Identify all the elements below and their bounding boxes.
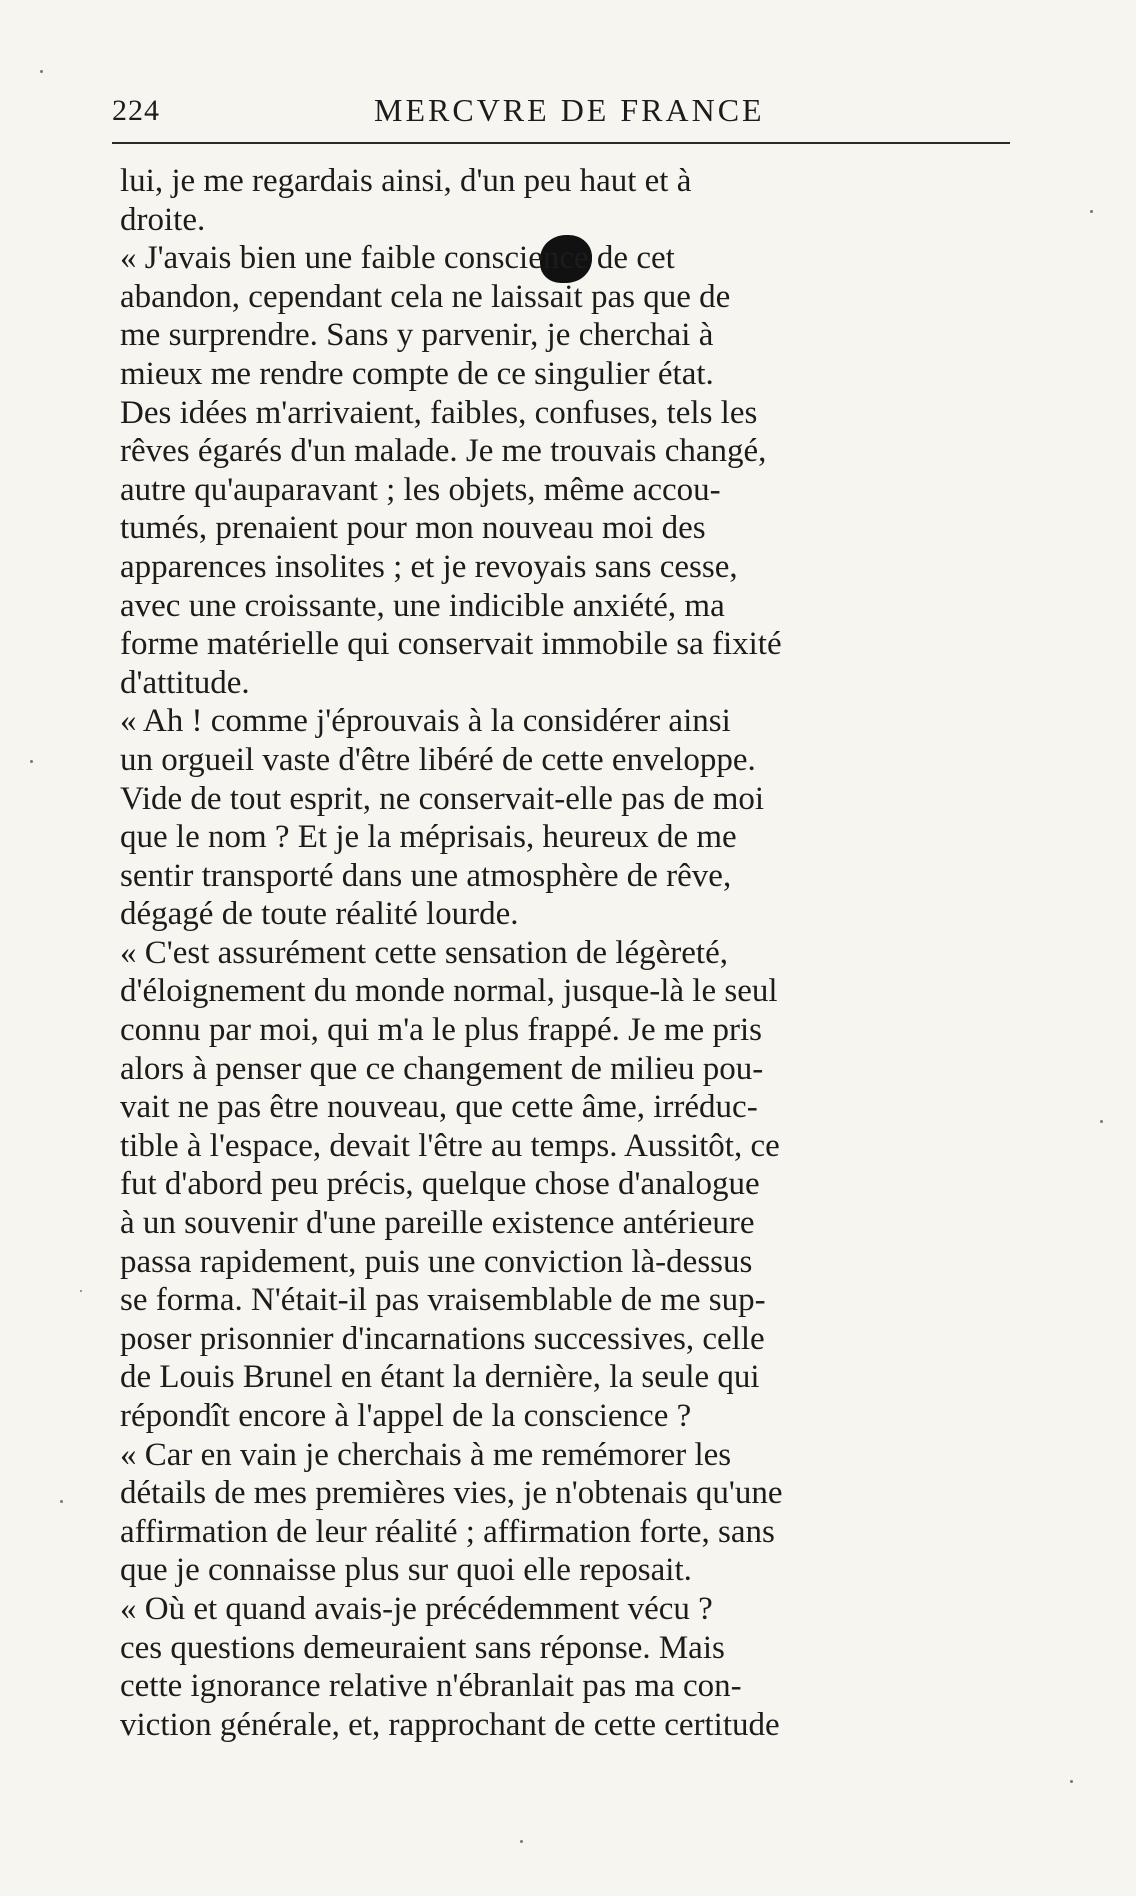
scan-speck — [40, 70, 43, 73]
text-line: avec une croissante, une indicible anxiété, ma — [120, 587, 725, 624]
journal-title: MERCVRE DE FRANCE — [374, 92, 765, 128]
text-line: rêves égarés d'un malade. Je me trouvais changé, — [120, 433, 767, 470]
text-line: vait ne pas être nouveau, que cette âme, irréduc- — [120, 1089, 758, 1126]
text-line: ces questions demeuraient sans réponse. Mais — [120, 1629, 725, 1666]
text-line: passa rapidement, puis une conviction là-dessus — [120, 1243, 753, 1280]
text-line: autre qu'auparavant ; les objets, même accou- — [120, 471, 721, 508]
text-line: « Car en vain je cherchais à me remémorer les — [120, 1436, 732, 1473]
text-line: fut d'abord peu précis, quelque chose d'analogue — [120, 1166, 760, 1203]
scan-speck — [1070, 1780, 1073, 1783]
text-line: forme matérielle qui conservait immobile sa fixité — [120, 626, 782, 663]
text-line: un orgueil vaste d'être libéré de cette enveloppe. — [120, 741, 756, 778]
page-number: 224 — [112, 94, 160, 127]
text-line: sentir transporté dans une atmosphère de rêve, — [120, 857, 732, 894]
text-line: « C'est assurément cette sensation de légèreté, — [120, 934, 728, 971]
text-line: Vide de tout esprit, ne conservait-elle pas de moi — [120, 780, 765, 817]
text-line: apparences insolites ; et je revoyais sans cesse, — [120, 548, 738, 585]
text-line: dégagé de toute réalité lourde. — [120, 896, 519, 933]
text-line: « J'avais bien une faible conscience de cet — [120, 240, 675, 277]
text-line: abandon, cependant cela ne laissait pas que de — [120, 278, 731, 315]
text-line: cette ignorance relative n'ébranlait pas ma con- — [120, 1668, 742, 1705]
text-line: répondît encore à l'appel de la conscience ? — [120, 1398, 692, 1434]
text-line: à un souvenir d'une pareille existence antérieure — [120, 1205, 755, 1242]
header-rule — [112, 142, 1010, 144]
text-line: poser prisonnier d'incarnations successives, celle — [120, 1320, 765, 1357]
text-line: « Ah ! comme j'éprouvais à la considérer ainsi — [120, 703, 731, 740]
scan-speck — [1100, 1120, 1103, 1123]
text-line: que je connaisse plus sur quoi elle reposait. — [120, 1552, 692, 1589]
text-line: d'éloignement du monde normal, jusque-là le seul — [120, 973, 778, 1010]
scan-speck — [30, 760, 33, 763]
text-line: détails de mes premières vies, je n'obtenais qu'une — [120, 1475, 783, 1512]
text-line: connu par moi, qui m'a le plus frappé. Je me pris — [120, 1012, 762, 1049]
text-line: viction générale, et, rapprochant de cette certitude — [120, 1706, 780, 1743]
text-line: mieux me rendre compte de ce singulier état. — [120, 355, 714, 392]
text-line: alors à penser que ce changement de milieu pou- — [120, 1050, 764, 1087]
text-line: que le nom ? Et je la méprisais, heureux de me — [120, 819, 737, 856]
text-line: de Louis Brunel en étant la dernière, la seule qui — [120, 1359, 760, 1396]
text-line: Des idées m'arrivaient, faibles, confuses, tels les — [120, 394, 758, 431]
text-line: lui, je me regardais ainsi, d'un peu haut et à — [120, 163, 692, 199]
text-line: tible à l'espace, devait l'être au temps. Aussitôt, ce — [120, 1127, 780, 1164]
text-line: tumés, prenaient pour mon nouveau moi des — [120, 510, 706, 547]
scan-speck — [80, 1290, 82, 1292]
scan-speck — [520, 1840, 523, 1843]
text-line: me surprendre. Sans y parvenir, je cherchai à — [120, 317, 714, 354]
scan-speck — [1090, 210, 1093, 213]
text-line: droite. — [120, 201, 206, 238]
text-line: « Où et quand avais-je précédemment vécu ? — [120, 1590, 713, 1627]
running-head — [112, 88, 1012, 132]
scan-speck — [60, 1500, 63, 1503]
text-line: affirmation de leur réalité ; affirmation forte, sans — [120, 1513, 775, 1550]
body-text — [120, 162, 1066, 1744]
text-line: d'attitude. — [120, 664, 250, 701]
text-line: se forma. N'était-il pas vraisemblable de me sup- — [120, 1282, 766, 1319]
